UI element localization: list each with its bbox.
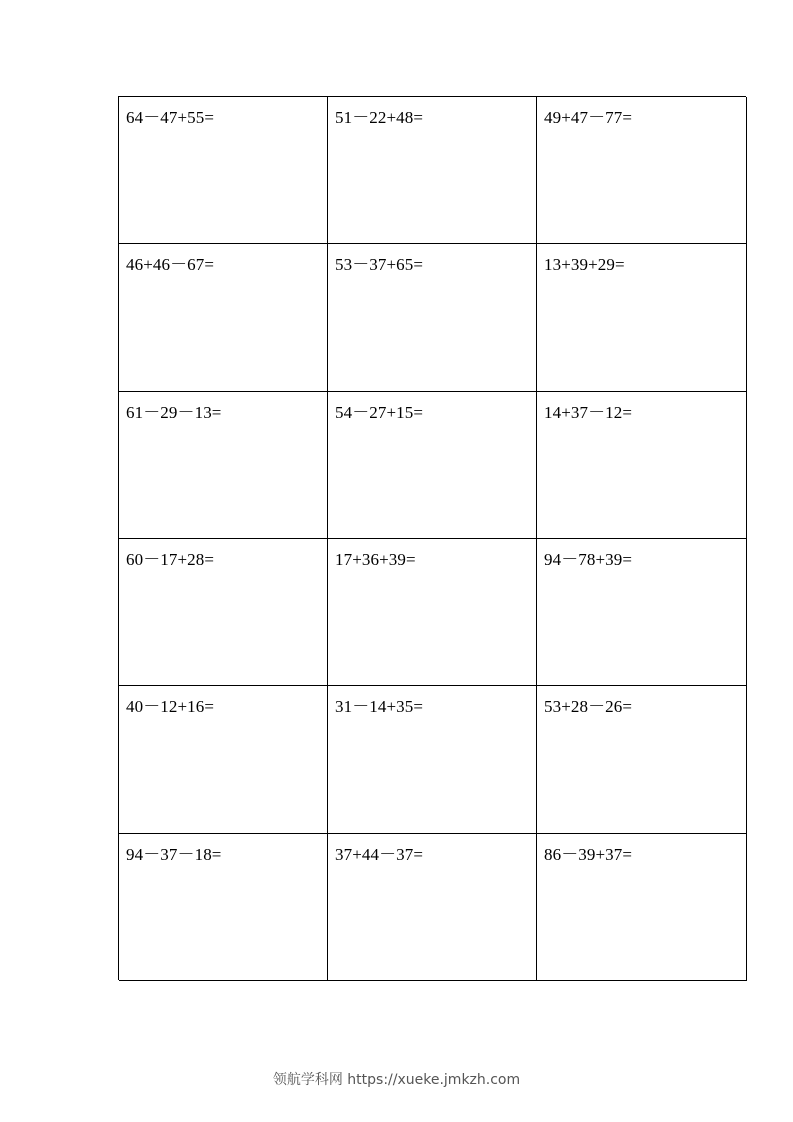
problem-text: 51－22+48= xyxy=(335,108,424,127)
problem-text: 61－29－13= xyxy=(126,402,222,422)
problem-cell xyxy=(537,686,747,833)
problem-text: 64－47+55= xyxy=(126,108,215,127)
problem-cell xyxy=(537,834,747,981)
problem-text: 14+37－12= xyxy=(544,402,633,422)
problem-cell xyxy=(537,539,747,686)
problem-cell xyxy=(328,97,537,244)
problem-cell xyxy=(537,392,747,539)
problem-cell xyxy=(119,834,328,981)
problem-text: 37+44－37= xyxy=(335,844,424,864)
problem-text: 86－39+37= xyxy=(544,844,633,864)
problem-cell xyxy=(328,686,537,833)
problem-cell xyxy=(537,244,747,391)
problem-text: 53－37+65= xyxy=(335,255,424,275)
problem-cell xyxy=(328,244,537,391)
problem-text: 13+39+29= xyxy=(544,255,625,275)
problem-cell xyxy=(328,392,537,539)
problem-cell xyxy=(328,834,537,981)
problem-text: 49+47－77= xyxy=(544,108,633,127)
problem-text: 31－14+35= xyxy=(335,697,424,717)
problem-cell xyxy=(119,539,328,686)
problem-text: 94－37－18= xyxy=(126,844,222,864)
problem-cell xyxy=(119,392,328,539)
problem-text: 46+46－67= xyxy=(126,255,215,275)
problem-cell xyxy=(119,244,328,391)
worksheet-table xyxy=(118,96,746,980)
problem-text: 60－17+28= xyxy=(126,549,215,569)
problem-text: 94－78+39= xyxy=(544,549,633,569)
problem-cell xyxy=(537,97,747,244)
problem-text: 17+36+39= xyxy=(335,549,416,569)
footer-watermark: 领航学科网 https://xueke.jmkzh.com xyxy=(272,1072,521,1088)
problem-cell xyxy=(119,97,328,244)
problem-cell xyxy=(328,539,537,686)
problem-text: 54－27+15= xyxy=(335,402,424,422)
problem-text: 53+28－26= xyxy=(544,697,633,717)
problem-text: 40－12+16= xyxy=(126,697,215,717)
problem-cell xyxy=(119,686,328,833)
